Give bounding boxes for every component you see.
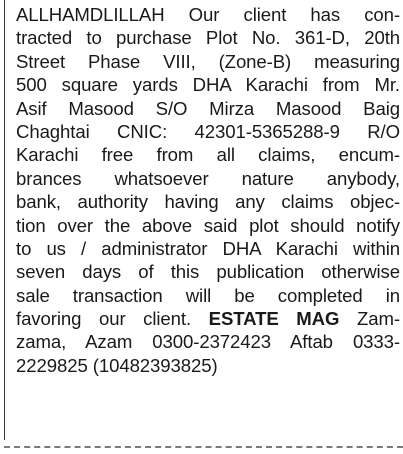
notice-line: Street Phase VIII, (Zone-B) measuring [16,50,400,72]
notice-line: tion over the above said plot should notify [16,214,400,236]
notice-line: to us / administrator DHA Karachi within [16,237,400,259]
notice-line: 500 square yards DHA Karachi from Mr. [16,74,400,96]
notice-text: favoring our client. [16,308,192,330]
notice-line: Karachi free from all claims, encum- [16,144,400,166]
notice-border-bottom [4,446,403,448]
notice-line: Chaghtai CNIC: 42301-5365288-9 R/O [16,120,400,142]
notice-line: brances whatsoever nature anybody, [16,167,400,189]
notice-line: ALLHAMDLILLAH Our client has con- [16,4,400,25]
notice-line: seven days of this publication otherwise [16,261,400,283]
notice-line-agency [16,307,400,330]
notice-line-contacts: zama, Azam 0300-2372423 Aftab 0333- [16,331,400,353]
notice-border-left [4,0,5,440]
notice-line: bank, authority having any claims objec- [16,191,400,213]
agency-name: ESTATE MAG [208,308,340,330]
notice-line: tracted to purchase Plot No. 361-D, 20th [16,27,400,49]
notice-line-last: 2229825 (10482393825) [16,354,218,376]
notice-text: Zam- [357,308,400,330]
notice-line: sale transaction will be completed in [16,284,400,306]
notice-body [16,3,400,377]
notice-line: Asif Masood S/O Mirza Masood Baig [16,97,400,119]
